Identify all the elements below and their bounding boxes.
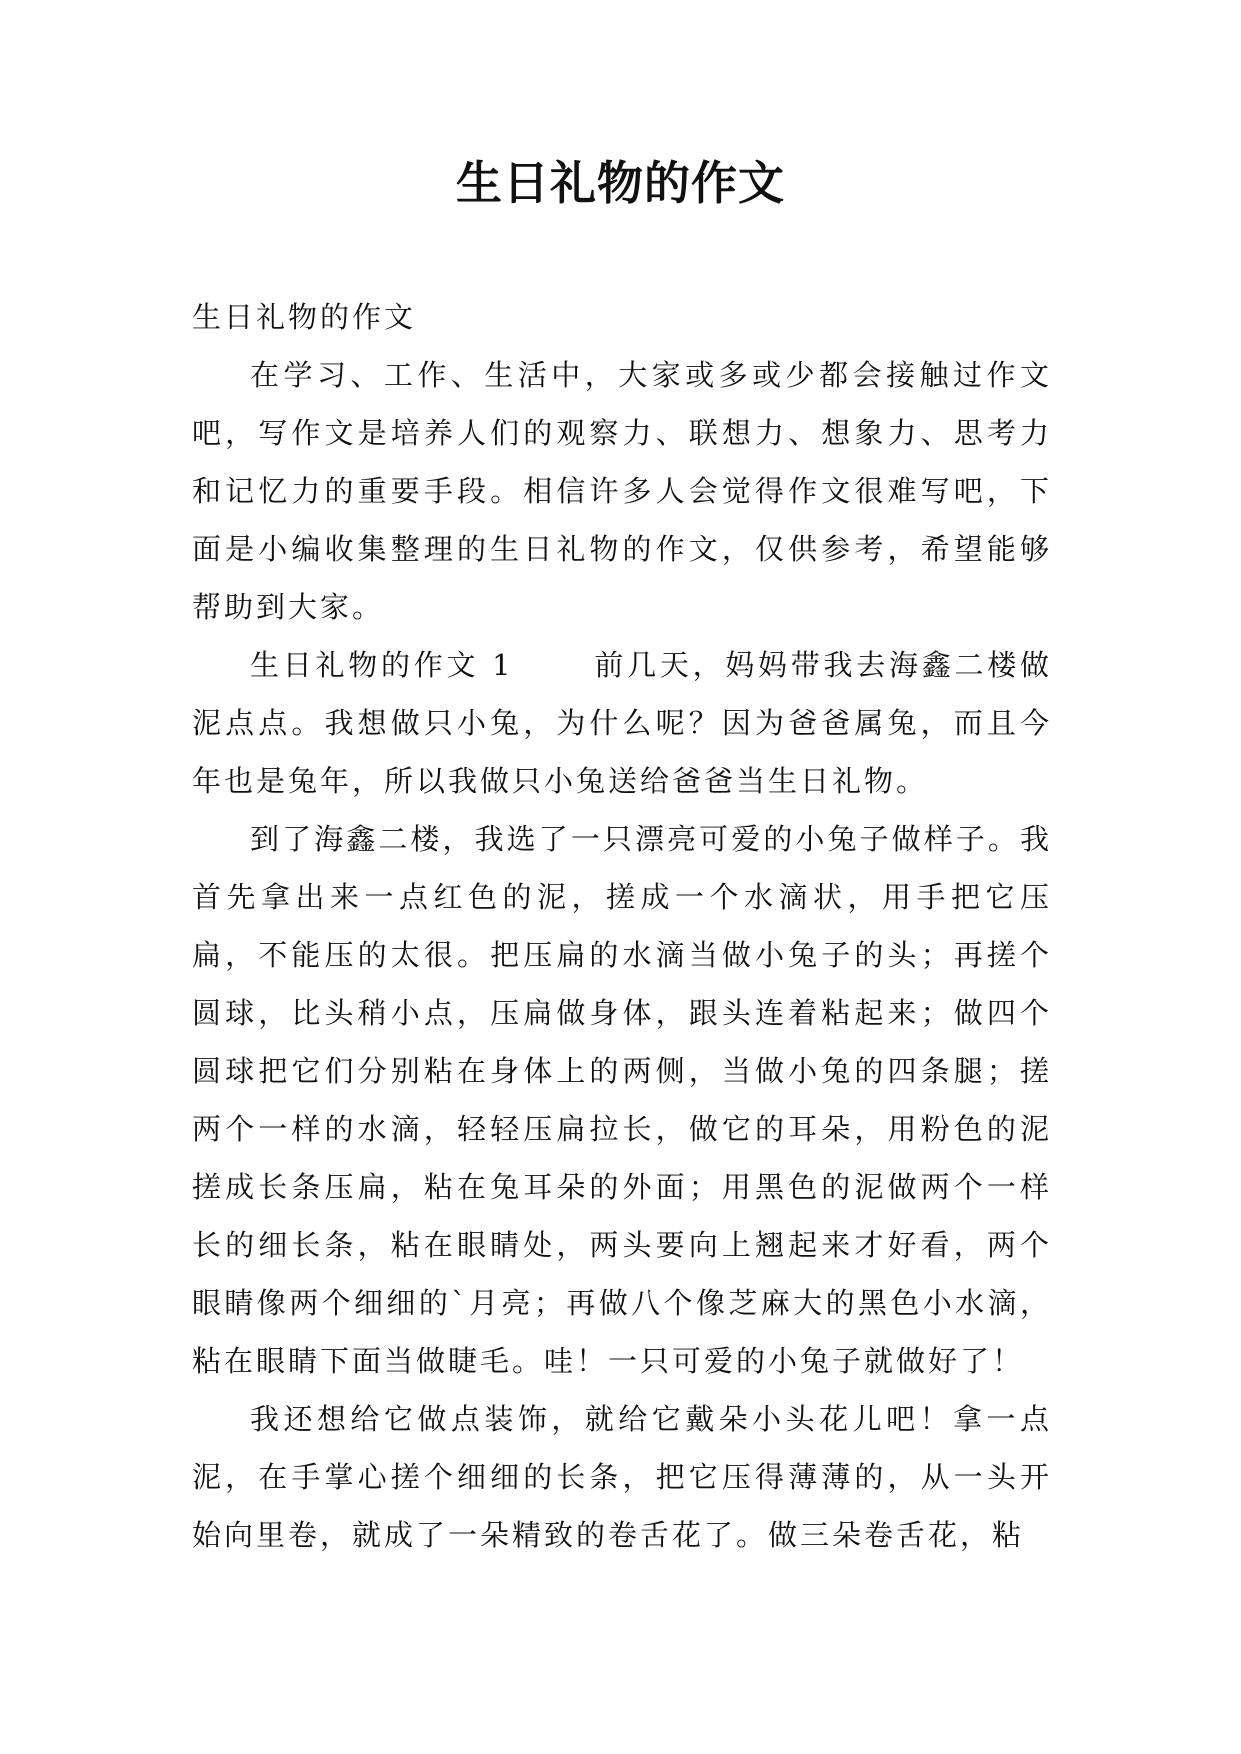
document-subtitle: 生日礼物的作文	[192, 300, 417, 334]
section-1-heading: 生日礼物的作文 1	[250, 648, 514, 682]
section-1-paragraph	[192, 636, 1052, 810]
body-paragraph-3: 我还想给它做点装饰，就给它戴朵小头花儿吧！拿一点泥，在手掌心搓个细细的长条，把它压得薄薄的，从一头开始向里卷，就成了一朵精致的卷舌花了。做三朵卷舌花，粘	[192, 1402, 1052, 1552]
intro-paragraph: 在学习、工作、生活中，大家或多或少都会接触过作文吧，写作文是培养人们的观察力、联想力、想象力、思考力和记忆力的重要手段。相信许多人会觉得作文很难写吧，下面是小编收集整理的生日礼物的作文，仅供参考，希望能够帮助到大家。	[192, 358, 1052, 624]
document-body	[192, 288, 1052, 1564]
body-paragraph-2: 到了海鑫二楼，我选了一只漂亮可爱的小兔子做样子。我首先拿出来一点红色的泥，搓成一个水滴状，用手把它压扁，不能压的太很。把压扁的水滴当做小兔子的头；再搓个圆球，比头稍小点，压扁做身体，跟头连着粘起来；做四个圆球把它们分别粘在身体上的两侧，当做小兔的四条腿；搓两个一样的水滴，轻轻压扁拉长，做它的耳朵，用粉色的泥搓成长条压扁，粘在兔耳朵的外面；用黑色的泥做两个一样长的细长条，粘在眼睛处，两头要向上翘起来才好看，两个眼睛像两个细细的`月亮；再做八个像芝麻大的黑色小水滴，粘在眼睛下面当做睫毛。哇！一只可爱的小兔子就做好了！	[192, 822, 1052, 1378]
document-title: 生日礼物的作文	[456, 156, 785, 210]
section-1-text: 前几天，妈妈带我去海鑫二楼做泥点点。我想做只小兔，为什么呢？因为爸爸属兔，而且今年也是兔年，所以我做只小兔送给爸爸当生日礼物。	[192, 648, 1052, 798]
